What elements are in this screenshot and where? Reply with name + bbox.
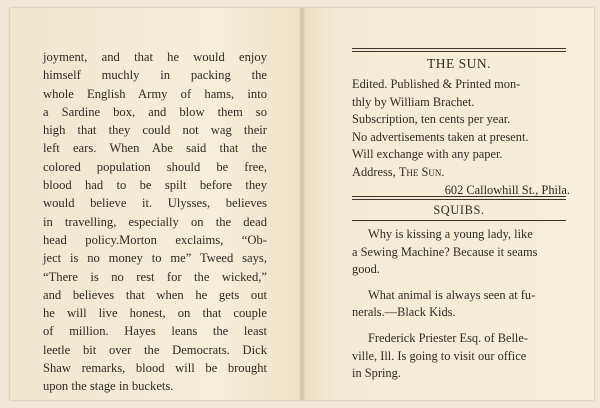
info-line: No advertisements taken at present. xyxy=(352,129,529,144)
pamphlet-spread xyxy=(10,8,594,400)
text-line: and believes that when he gets out xyxy=(43,287,267,302)
text-line: a Sardine box, and blow them so xyxy=(43,104,267,119)
article-text xyxy=(43,48,267,396)
address-street: 602 Callowhill St., Phila. xyxy=(444,182,570,197)
section-rule-top xyxy=(352,196,566,200)
info-line: Subscription, ten cents per year. xyxy=(352,112,511,127)
text-line: leetle bit over the Democrats. Dick xyxy=(43,342,267,357)
squib-line: good. xyxy=(352,262,380,277)
text-line: ject is no money to me” Tweed says, xyxy=(43,251,267,266)
top-rule xyxy=(352,48,566,52)
left-page xyxy=(10,8,302,400)
text-line: upon the stage in buckets. xyxy=(43,379,174,394)
squibs-list xyxy=(352,226,572,391)
squib-line: ville, Ill. Is going to visit our office xyxy=(352,348,527,363)
text-line: left ears. When Abe said that the xyxy=(43,141,267,156)
section-rule-bottom xyxy=(352,220,566,221)
text-line: high that they could not wag their xyxy=(43,123,267,138)
address-name: The Sun. xyxy=(398,164,445,179)
text-line: head policy.Morton exclaims, “Ob- xyxy=(43,232,267,247)
squib-line: nerals.—Black Kids. xyxy=(352,305,456,320)
info-line: Edited. Published & Printed mon- xyxy=(352,77,521,91)
text-line: colored population should be free, xyxy=(43,159,267,174)
squib-line: Why is kissing a young lady, like xyxy=(368,227,533,241)
squib-item xyxy=(352,226,572,279)
text-line: blood had to be spilt before they xyxy=(43,178,267,193)
right-page xyxy=(302,8,594,400)
squibs-heading: SQUIBS. xyxy=(433,203,485,217)
squib-line: Frederick Priester Esq. of Belle- xyxy=(368,330,528,345)
squib-line: a Sewing Machine? Because it seams xyxy=(352,244,538,259)
text-line: of million. Hayes leans the least xyxy=(43,324,267,339)
text-line: in travelling, especially on the dead xyxy=(43,214,267,229)
text-line: whole English Army of hams, into xyxy=(43,86,267,101)
squib-item xyxy=(352,330,572,383)
info-line: Will exchange with any paper. xyxy=(352,147,503,162)
publication-info xyxy=(352,76,570,199)
address-label: Address, xyxy=(352,164,396,179)
squib-item xyxy=(352,287,572,322)
text-line: Shaw remarks, blood will be brought xyxy=(43,361,267,376)
address-line xyxy=(352,164,570,182)
text-line: joyment, and that he would enjoy xyxy=(43,50,267,64)
text-line: would believe it. Ulysses, believes xyxy=(43,196,267,211)
info-line: thly by William Brachet. xyxy=(352,94,475,109)
text-line: he will live honest, on that couple xyxy=(43,306,267,321)
masthead-title: THE SUN. xyxy=(427,56,491,71)
squib-line: in Spring. xyxy=(352,366,401,381)
center-fold xyxy=(299,8,305,400)
squib-line: What animal is always seen at fu- xyxy=(368,287,536,302)
text-line: himself muchly in packing the xyxy=(43,68,267,83)
text-line: “There is no rest for the wicked,” xyxy=(43,269,267,284)
